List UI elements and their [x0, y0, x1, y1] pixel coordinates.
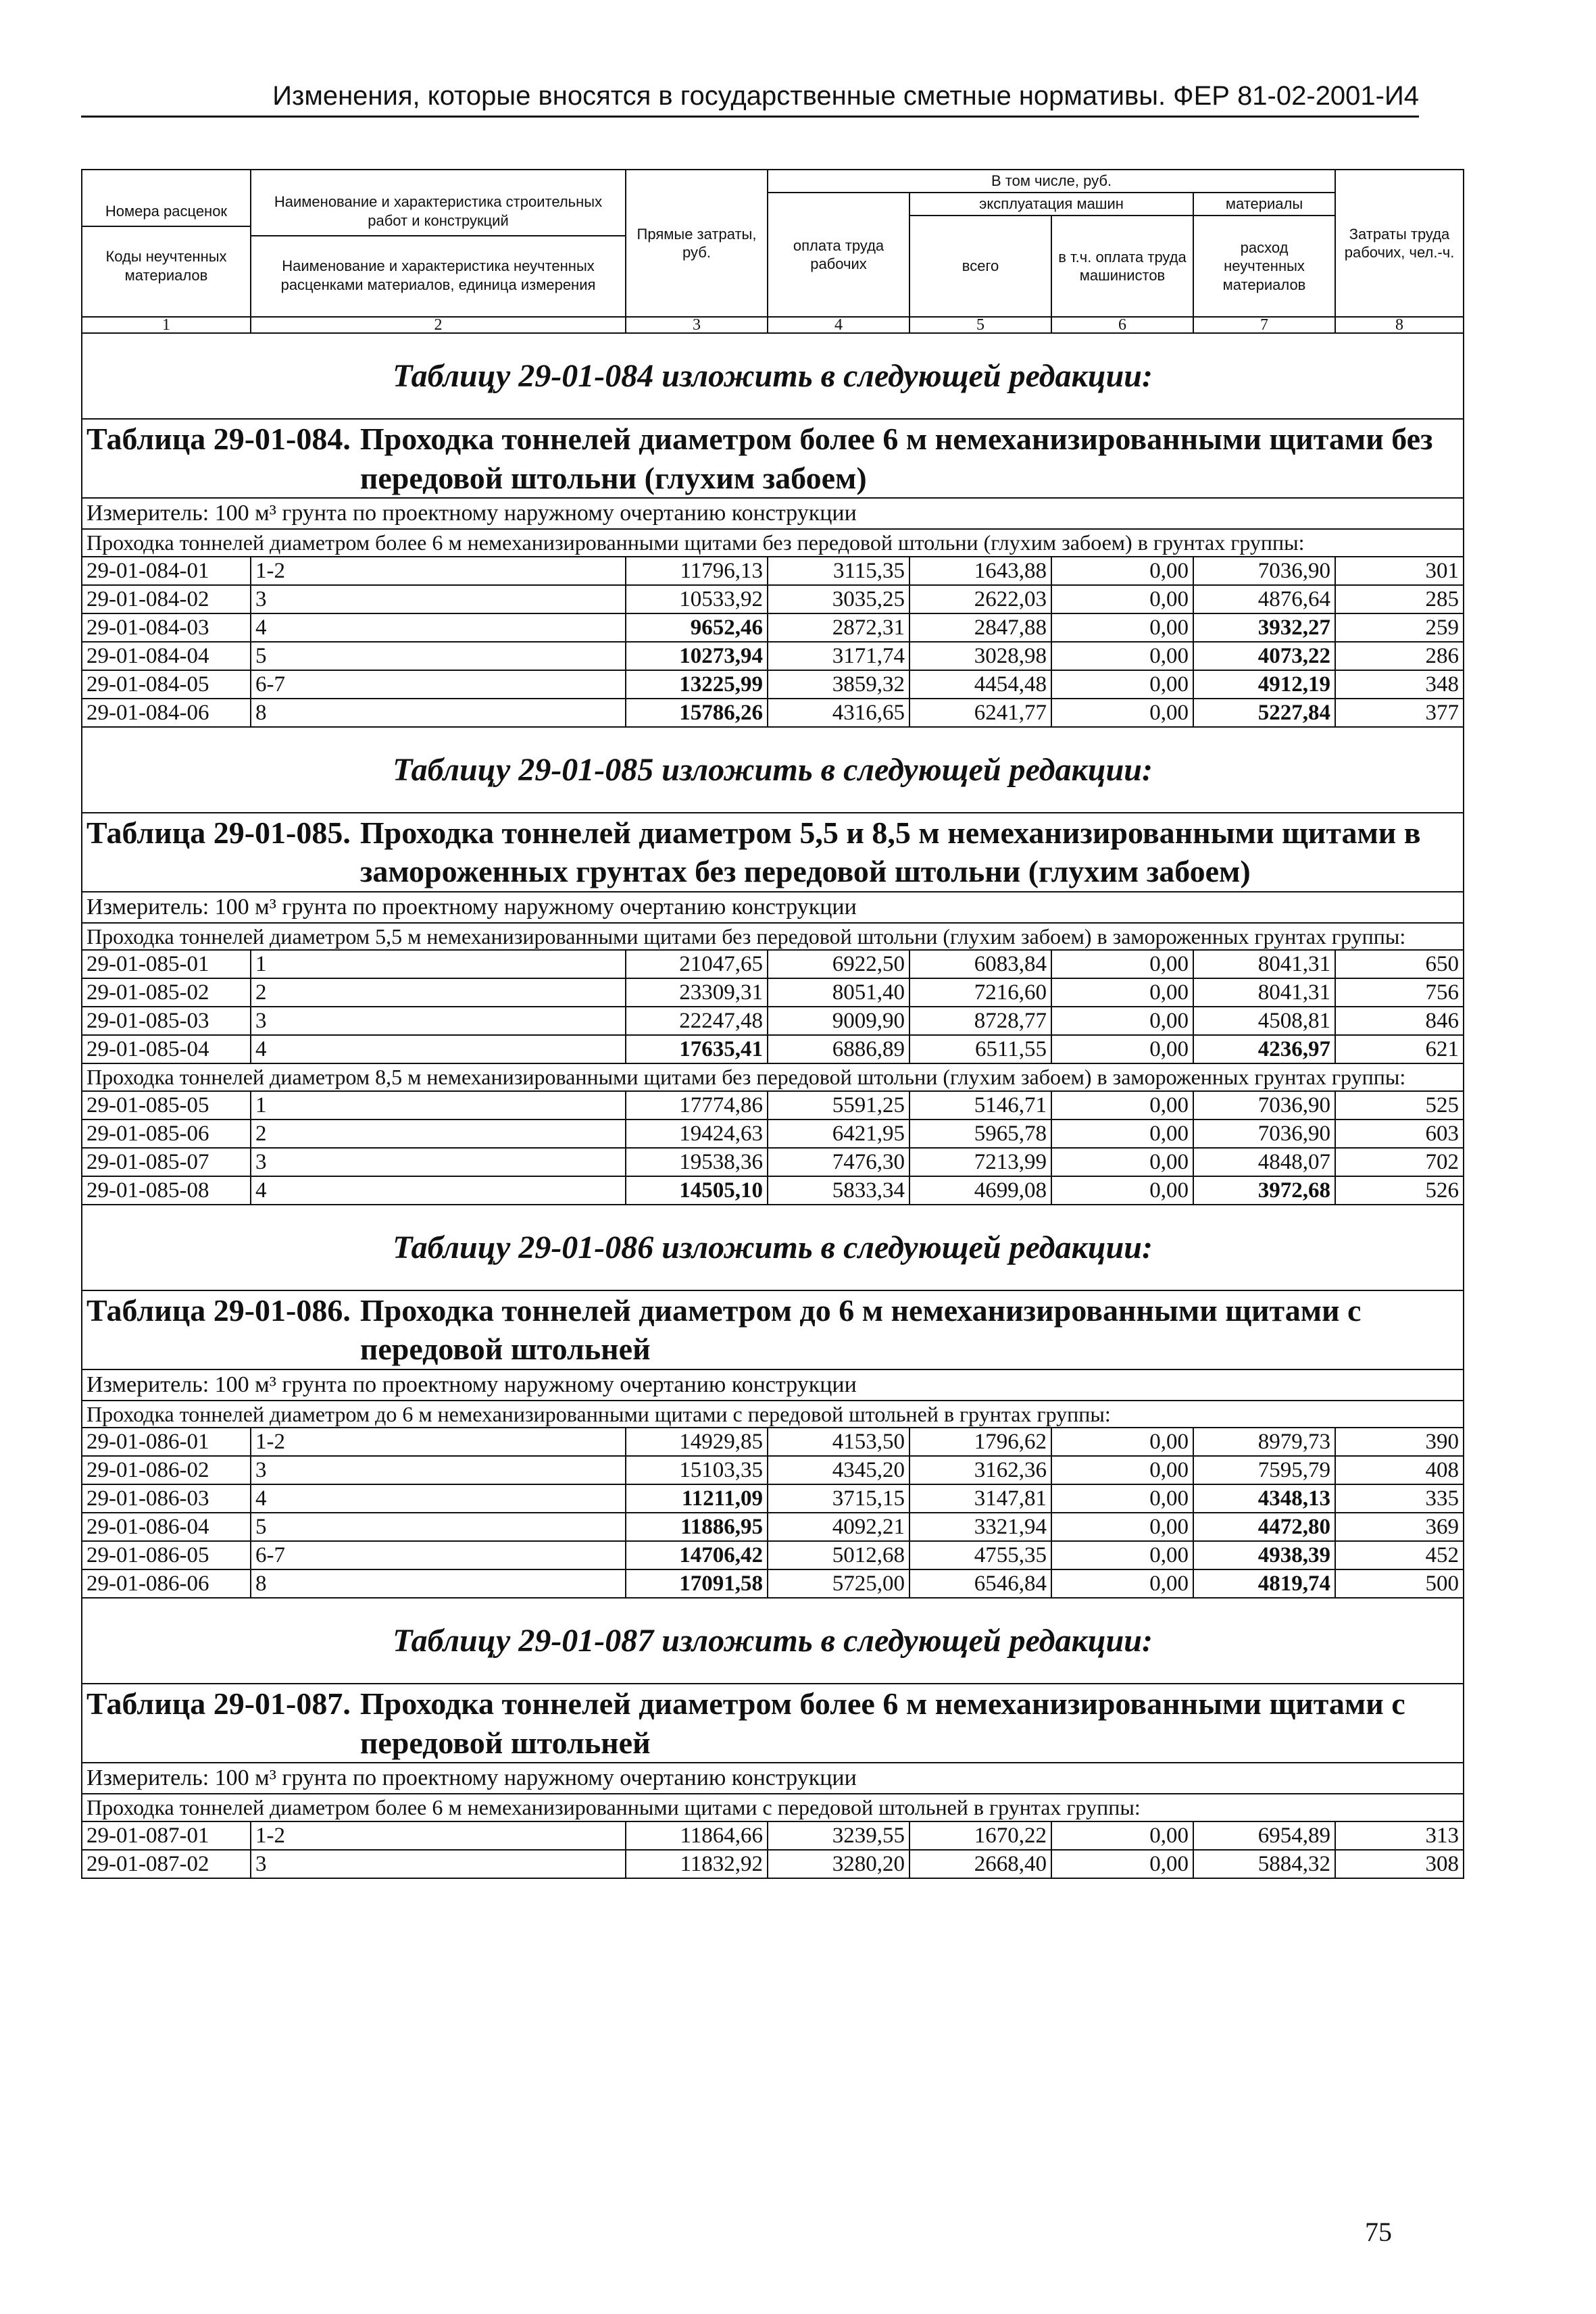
workers-wage-cell: 6886,89 — [768, 1035, 909, 1063]
labor-cost-cell: 335 — [1335, 1484, 1464, 1513]
group-heading-row — [82, 1794, 1464, 1821]
meter-row — [82, 1369, 1464, 1401]
direct-cost-cell: 17091,58 — [626, 1569, 768, 1598]
group-heading: Проходка тоннелей диаметром до 6 м немеханизированными щитами с передовой штольней в грунтах группы: — [82, 1401, 1464, 1428]
machinists-wage-cell: 0,00 — [1051, 1513, 1193, 1541]
direct-cost-cell: 19538,36 — [626, 1148, 768, 1176]
group-heading-row — [82, 529, 1464, 556]
machinists-wage-cell: 0,00 — [1051, 1007, 1193, 1035]
labor-cost-cell: 286 — [1335, 642, 1464, 670]
name-bottom-label: Наименование и характеристика неучтенных расценками материалов, единица измерения — [251, 235, 625, 294]
rate-code-cell: 29-01-085-05 — [82, 1091, 251, 1120]
soil-group-cell: 2 — [251, 1120, 626, 1148]
table-title-wrap — [86, 420, 1459, 497]
rate-code-cell: 29-01-084-01 — [82, 557, 251, 585]
labor-cost-cell: 285 — [1335, 585, 1464, 613]
table-row — [82, 642, 1464, 670]
machinists-wage-cell: 0,00 — [1051, 1176, 1193, 1205]
edit-instruction-row — [82, 333, 1464, 419]
machines-header: эксплуатация машин — [909, 193, 1193, 216]
labor-cost-cell: 308 — [1335, 1850, 1464, 1878]
labor-cost-cell: 259 — [1335, 613, 1464, 642]
edit-instruction: Таблицу 29-01-085 изложить в следующей редакции: — [82, 727, 1464, 813]
col-num-5: 5 — [909, 317, 1051, 333]
table-title-label: Таблица 29-01-084. — [86, 422, 351, 456]
machines-total-cell: 2847,88 — [909, 613, 1051, 642]
materials-cell: 4848,07 — [1193, 1148, 1335, 1176]
machinists-wage-cell: 0,00 — [1051, 557, 1193, 585]
table-title-wrap — [86, 1291, 1459, 1369]
materials-cell: 7595,79 — [1193, 1456, 1335, 1484]
table-title-row — [82, 813, 1464, 892]
soil-group-cell: 8 — [251, 699, 626, 727]
table-row — [82, 1176, 1464, 1205]
machines-total-cell: 4755,35 — [909, 1541, 1051, 1569]
workers-wage-cell: 3171,74 — [768, 642, 909, 670]
column-numbers-row — [82, 317, 1464, 333]
workers-wage-cell: 5833,34 — [768, 1176, 909, 1205]
soil-group-cell: 8 — [251, 1569, 626, 1598]
machinists-wage-cell: 0,00 — [1051, 978, 1193, 1007]
table-row — [82, 585, 1464, 613]
edit-instruction-row — [82, 1598, 1464, 1684]
machinists-wage-cell: 0,00 — [1051, 1428, 1193, 1456]
labor-cost-cell: 369 — [1335, 1513, 1464, 1541]
table-title-text: Проходка тоннелей диаметром более 6 м немеханизированными щитами без передовой штольни (глухим забоем) — [359, 422, 1433, 495]
materials-cell: 4236,97 — [1193, 1035, 1335, 1063]
col-num-7: 7 — [1193, 317, 1335, 333]
direct-cost-cell: 15103,35 — [626, 1456, 768, 1484]
materials-cell: 7036,90 — [1193, 1091, 1335, 1120]
machinists-wage-cell: 0,00 — [1051, 699, 1193, 727]
direct-cost-cell: 17774,86 — [626, 1091, 768, 1120]
table-title-row — [82, 1290, 1464, 1369]
table-row — [82, 1091, 1464, 1120]
rate-code-cell: 29-01-086-03 — [82, 1484, 251, 1513]
labor-cost-cell: 525 — [1335, 1091, 1464, 1120]
table-title-row — [82, 1684, 1464, 1763]
col-num-8: 8 — [1335, 317, 1464, 333]
table-row — [82, 1569, 1464, 1598]
table-title-label: Таблица 29-01-085. — [86, 815, 351, 850]
table-title-text: Проходка тоннелей диаметром до 6 м немеханизированными щитами с передовой штольней — [359, 1292, 1362, 1367]
page-number: 75 — [1365, 2217, 1392, 2247]
direct-cost-cell: 14706,42 — [626, 1541, 768, 1569]
machines-total-cell: 1796,62 — [909, 1428, 1051, 1456]
table-row — [82, 1541, 1464, 1569]
edit-instruction: Таблицу 29-01-086 изложить в следующей редакции: — [82, 1205, 1464, 1290]
direct-cost-cell: 11796,13 — [626, 557, 768, 585]
machinists-wage-cell: 0,00 — [1051, 585, 1193, 613]
machines-total-cell: 1670,22 — [909, 1821, 1051, 1850]
table-row — [82, 1484, 1464, 1513]
soil-group-cell: 1-2 — [251, 557, 626, 585]
workers-wage-cell: 3239,55 — [768, 1821, 909, 1850]
wage-header: оплата труда рабочих — [768, 193, 909, 317]
workers-wage-cell: 8051,40 — [768, 978, 909, 1007]
materials-cell: 5884,32 — [1193, 1850, 1335, 1878]
machinists-wage-cell: 0,00 — [1051, 1120, 1193, 1148]
workers-wage-cell: 5725,00 — [768, 1569, 909, 1598]
soil-group-cell: 4 — [251, 1176, 626, 1205]
codes-bottom-label: Коды неучтенных материалов — [82, 226, 250, 284]
direct-cost-cell: 21047,65 — [626, 950, 768, 978]
direct-cost-cell: 10533,92 — [626, 585, 768, 613]
machines-total-cell: 3147,81 — [909, 1484, 1051, 1513]
soil-group-cell: 1-2 — [251, 1428, 626, 1456]
labor-cost-cell: 313 — [1335, 1821, 1464, 1850]
rate-code-cell: 29-01-085-02 — [82, 978, 251, 1007]
soil-group-cell: 1 — [251, 1091, 626, 1120]
machinists-wage-cell: 0,00 — [1051, 642, 1193, 670]
rate-code-cell: 29-01-084-05 — [82, 670, 251, 699]
machinists-wage-cell: 0,00 — [1051, 613, 1193, 642]
col-num-2: 2 — [251, 317, 626, 333]
soil-group-cell: 4 — [251, 1035, 626, 1063]
edit-instruction-row — [82, 1205, 1464, 1290]
meter-text: Измеритель: 100 м³ грунта по проектному наружному очертанию конструкции — [82, 498, 1464, 529]
codes-top-label: Номера расценок — [105, 202, 228, 220]
meter-text: Измеритель: 100 м³ грунта по проектному наружному очертанию конструкции — [82, 892, 1464, 923]
labor-cost-cell: 650 — [1335, 950, 1464, 978]
soil-group-cell: 1 — [251, 950, 626, 978]
materials-cell: 8979,73 — [1193, 1428, 1335, 1456]
materials-cell: 4876,64 — [1193, 585, 1335, 613]
machinists-wage-header: в т.ч. оплата труда машинистов — [1051, 216, 1193, 317]
direct-cost-cell: 22247,48 — [626, 1007, 768, 1035]
direct-cost-cell: 11832,92 — [626, 1850, 768, 1878]
rate-code-cell: 29-01-085-04 — [82, 1035, 251, 1063]
edit-instruction-row — [82, 727, 1464, 813]
direct-cost-cell: 14929,85 — [626, 1428, 768, 1456]
page-header: Изменения, которые вносятся в государственные сметные нормативы. ФЕР 81-02-2001-И4 — [81, 81, 1419, 118]
materials-cell: 4912,19 — [1193, 670, 1335, 699]
direct-cost-cell: 13225,99 — [626, 670, 768, 699]
workers-wage-cell: 3035,25 — [768, 585, 909, 613]
labor-cost-cell: 500 — [1335, 1569, 1464, 1598]
workers-wage-cell: 4345,20 — [768, 1456, 909, 1484]
machinists-wage-cell: 0,00 — [1051, 950, 1193, 978]
rate-code-cell: 29-01-085-08 — [82, 1176, 251, 1205]
table-body — [82, 317, 1464, 1878]
machines-total-cell: 7213,99 — [909, 1148, 1051, 1176]
machines-total-cell: 4454,48 — [909, 670, 1051, 699]
name-top-label: Наименование и характеристика строительных работ и конструкций — [274, 193, 603, 229]
soil-group-cell: 6-7 — [251, 670, 626, 699]
materials-cell: 4938,39 — [1193, 1541, 1335, 1569]
rate-code-cell: 29-01-084-04 — [82, 642, 251, 670]
machines-total-cell: 3028,98 — [909, 642, 1051, 670]
machinists-wage-cell: 0,00 — [1051, 1035, 1193, 1063]
table-row — [82, 1007, 1464, 1035]
table-title-row — [82, 419, 1464, 498]
machinists-wage-cell: 0,00 — [1051, 1569, 1193, 1598]
labor-cost-cell: 390 — [1335, 1428, 1464, 1456]
labor-cost-cell: 301 — [1335, 557, 1464, 585]
soil-group-cell: 3 — [251, 585, 626, 613]
machinists-wage-cell: 0,00 — [1051, 1850, 1193, 1878]
col-num-1: 1 — [82, 317, 251, 333]
materials-cell: 4508,81 — [1193, 1007, 1335, 1035]
workers-wage-cell: 2872,31 — [768, 613, 909, 642]
workers-wage-cell: 3115,35 — [768, 557, 909, 585]
labor-cost-cell: 621 — [1335, 1035, 1464, 1063]
direct-cost-cell: 17635,41 — [626, 1035, 768, 1063]
machines-total-cell: 6241,77 — [909, 699, 1051, 727]
direct-cost-cell: 9652,46 — [626, 613, 768, 642]
soil-group-cell: 4 — [251, 1484, 626, 1513]
edit-instruction: Таблицу 29-01-087 изложить в следующей редакции: — [82, 1598, 1464, 1684]
materials-cell: 8041,31 — [1193, 950, 1335, 978]
rate-code-cell: 29-01-086-06 — [82, 1569, 251, 1598]
rate-code-cell: 29-01-086-04 — [82, 1513, 251, 1541]
machines-total-cell: 2622,03 — [909, 585, 1051, 613]
table-title-wrap — [86, 813, 1459, 891]
table-row — [82, 978, 1464, 1007]
table-title — [82, 419, 1464, 498]
soil-group-cell: 4 — [251, 613, 626, 642]
labor-cost-cell: 408 — [1335, 1456, 1464, 1484]
direct-cost-cell: 11886,95 — [626, 1513, 768, 1541]
direct-cost-cell: 15786,26 — [626, 699, 768, 727]
group-heading-row — [82, 1063, 1464, 1090]
machines-total-cell: 6083,84 — [909, 950, 1051, 978]
materials-cell: 4348,13 — [1193, 1484, 1335, 1513]
labor-cost-cell: 756 — [1335, 978, 1464, 1007]
machinists-wage-cell: 0,00 — [1051, 1148, 1193, 1176]
direct-header: Прямые затраты, руб. — [626, 170, 768, 317]
workers-wage-cell: 3280,20 — [768, 1850, 909, 1878]
labor-cost-cell: 452 — [1335, 1541, 1464, 1569]
machines-total-cell: 6511,55 — [909, 1035, 1051, 1063]
soil-group-cell: 5 — [251, 1513, 626, 1541]
materials-cell: 4073,22 — [1193, 642, 1335, 670]
materials-cell: 3972,68 — [1193, 1176, 1335, 1205]
incl-header: В том числе, руб. — [768, 170, 1335, 193]
materials-cell: 4819,74 — [1193, 1569, 1335, 1598]
machines-total-cell: 6546,84 — [909, 1569, 1051, 1598]
rate-code-cell: 29-01-085-06 — [82, 1120, 251, 1148]
soil-group-cell: 3 — [251, 1148, 626, 1176]
table-title-label: Таблица 29-01-086. — [86, 1292, 351, 1328]
machines-total-cell: 7216,60 — [909, 978, 1051, 1007]
materials-header: материалы — [1193, 193, 1335, 216]
codes-header — [82, 170, 251, 317]
table-title — [82, 1290, 1464, 1369]
rate-code-cell: 29-01-085-07 — [82, 1148, 251, 1176]
materials-cell: 7036,90 — [1193, 557, 1335, 585]
direct-cost-cell: 23309,31 — [626, 978, 768, 1007]
direct-cost-cell: 10273,94 — [626, 642, 768, 670]
machinists-wage-cell: 0,00 — [1051, 670, 1193, 699]
machinists-wage-cell: 0,00 — [1051, 1484, 1193, 1513]
materials-cell: 8041,31 — [1193, 978, 1335, 1007]
soil-group-cell: 2 — [251, 978, 626, 1007]
table-row — [82, 1821, 1464, 1850]
machines-total-cell: 3321,94 — [909, 1513, 1051, 1541]
rate-code-cell: 29-01-084-03 — [82, 613, 251, 642]
direct-cost-cell: 11211,09 — [626, 1484, 768, 1513]
materials-cell: 4472,80 — [1193, 1513, 1335, 1541]
rate-code-cell: 29-01-087-01 — [82, 1821, 251, 1850]
labor-cost-cell: 603 — [1335, 1120, 1464, 1148]
labor-cost-cell: 348 — [1335, 670, 1464, 699]
meter-row — [82, 892, 1464, 923]
col-num-4: 4 — [768, 317, 909, 333]
workers-wage-cell: 5591,25 — [768, 1091, 909, 1120]
group-heading: Проходка тоннелей диаметром более 6 м немеханизированными щитами без передовой штольни (глухим забоем) в грунтах группы: — [82, 529, 1464, 556]
rate-code-cell: 29-01-085-03 — [82, 1007, 251, 1035]
workers-wage-cell: 4153,50 — [768, 1428, 909, 1456]
machinists-wage-cell: 0,00 — [1051, 1091, 1193, 1120]
soil-group-cell: 3 — [251, 1456, 626, 1484]
labor-header: Затраты труда рабочих, чел.-ч. — [1335, 170, 1464, 317]
group-heading: Проходка тоннелей диаметром 5,5 м немеханизированными щитами без передовой штольни (глухим забоем) в замороженных грунтах группы: — [82, 923, 1464, 950]
meter-row — [82, 498, 1464, 529]
materials-cell: 7036,90 — [1193, 1120, 1335, 1148]
machinists-wage-cell: 0,00 — [1051, 1541, 1193, 1569]
machines-total-cell: 8728,77 — [909, 1007, 1051, 1035]
group-heading: Проходка тоннелей диаметром 8,5 м немеханизированными щитами без передовой штольни (глухим забоем) в замороженных грунтах группы: — [82, 1063, 1464, 1090]
soil-group-cell: 5 — [251, 642, 626, 670]
workers-wage-cell: 6421,95 — [768, 1120, 909, 1148]
rate-code-cell: 29-01-086-02 — [82, 1456, 251, 1484]
machines-total-header: всего — [909, 216, 1051, 317]
rate-code-cell: 29-01-084-06 — [82, 699, 251, 727]
table-row — [82, 1035, 1464, 1063]
rate-code-cell: 29-01-087-02 — [82, 1850, 251, 1878]
direct-cost-cell: 11864,66 — [626, 1821, 768, 1850]
table-title-label: Таблица 29-01-087. — [86, 1686, 351, 1721]
workers-wage-cell: 6922,50 — [768, 950, 909, 978]
meter-text: Измеритель: 100 м³ грунта по проектному наружному очертанию конструкции — [82, 1369, 1464, 1401]
table-title — [82, 813, 1464, 892]
table-row — [82, 1850, 1464, 1878]
direct-cost-cell: 14505,10 — [626, 1176, 768, 1205]
table-row — [82, 1120, 1464, 1148]
soil-group-cell: 3 — [251, 1850, 626, 1878]
soil-group-cell: 3 — [251, 1007, 626, 1035]
machines-total-cell: 4699,08 — [909, 1176, 1051, 1205]
workers-wage-cell: 4316,65 — [768, 699, 909, 727]
machines-total-cell: 1643,88 — [909, 557, 1051, 585]
meter-row — [82, 1763, 1464, 1794]
table-title-text: Проходка тоннелей диаметром 5,5 и 8,5 м немеханизированными щитами в замороженных грунтах без передовой штольни (глухим забоем) — [359, 815, 1421, 889]
meter-text: Измеритель: 100 м³ грунта по проектному наружному очертанию конструкции — [82, 1763, 1464, 1794]
materials-cell: 6954,89 — [1193, 1821, 1335, 1850]
col-num-6: 6 — [1051, 317, 1193, 333]
labor-cost-cell: 526 — [1335, 1176, 1464, 1205]
table-row — [82, 699, 1464, 727]
norms-table — [81, 169, 1464, 1879]
group-heading-row — [82, 1401, 1464, 1428]
workers-wage-cell: 5012,68 — [768, 1541, 909, 1569]
table-row — [82, 670, 1464, 699]
machines-total-cell: 5965,78 — [909, 1120, 1051, 1148]
edit-instruction: Таблицу 29-01-084 изложить в следующей редакции: — [82, 333, 1464, 419]
machinists-wage-cell: 0,00 — [1051, 1456, 1193, 1484]
table-title-wrap — [86, 1684, 1459, 1762]
table-row — [82, 950, 1464, 978]
workers-wage-cell: 3715,15 — [768, 1484, 909, 1513]
machines-total-cell: 5146,71 — [909, 1091, 1051, 1120]
labor-cost-cell: 702 — [1335, 1148, 1464, 1176]
table-row — [82, 557, 1464, 585]
table-title — [82, 1684, 1464, 1763]
direct-cost-cell: 19424,63 — [626, 1120, 768, 1148]
group-heading: Проходка тоннелей диаметром более 6 м немеханизированными щитами с передовой штольней в грунтах группы: — [82, 1794, 1464, 1821]
labor-cost-cell: 846 — [1335, 1007, 1464, 1035]
rate-code-cell: 29-01-086-01 — [82, 1428, 251, 1456]
workers-wage-cell: 3859,32 — [768, 670, 909, 699]
labor-cost-cell: 377 — [1335, 699, 1464, 727]
table-row — [82, 1428, 1464, 1456]
machines-total-cell: 2668,40 — [909, 1850, 1051, 1878]
table-row — [82, 1513, 1464, 1541]
norms-sheet — [81, 169, 1463, 1879]
materials-consumption-header: расход неучтенных материалов — [1193, 216, 1335, 317]
col-num-3: 3 — [626, 317, 768, 333]
table-row — [82, 613, 1464, 642]
table-header — [82, 170, 1464, 317]
soil-group-cell: 6-7 — [251, 1541, 626, 1569]
workers-wage-cell: 9009,90 — [768, 1007, 909, 1035]
machinists-wage-cell: 0,00 — [1051, 1821, 1193, 1850]
name-header — [251, 170, 626, 317]
table-row — [82, 1148, 1464, 1176]
table-row — [82, 1456, 1464, 1484]
rate-code-cell: 29-01-085-01 — [82, 950, 251, 978]
soil-group-cell: 1-2 — [251, 1821, 626, 1850]
table-title-text: Проходка тоннелей диаметром более 6 м немеханизированными щитами с передовой штольней — [359, 1686, 1405, 1760]
materials-cell: 5227,84 — [1193, 699, 1335, 727]
workers-wage-cell: 4092,21 — [768, 1513, 909, 1541]
workers-wage-cell: 7476,30 — [768, 1148, 909, 1176]
machines-total-cell: 3162,36 — [909, 1456, 1051, 1484]
group-heading-row — [82, 923, 1464, 950]
rate-code-cell: 29-01-086-05 — [82, 1541, 251, 1569]
rate-code-cell: 29-01-084-02 — [82, 585, 251, 613]
materials-cell: 3932,27 — [1193, 613, 1335, 642]
